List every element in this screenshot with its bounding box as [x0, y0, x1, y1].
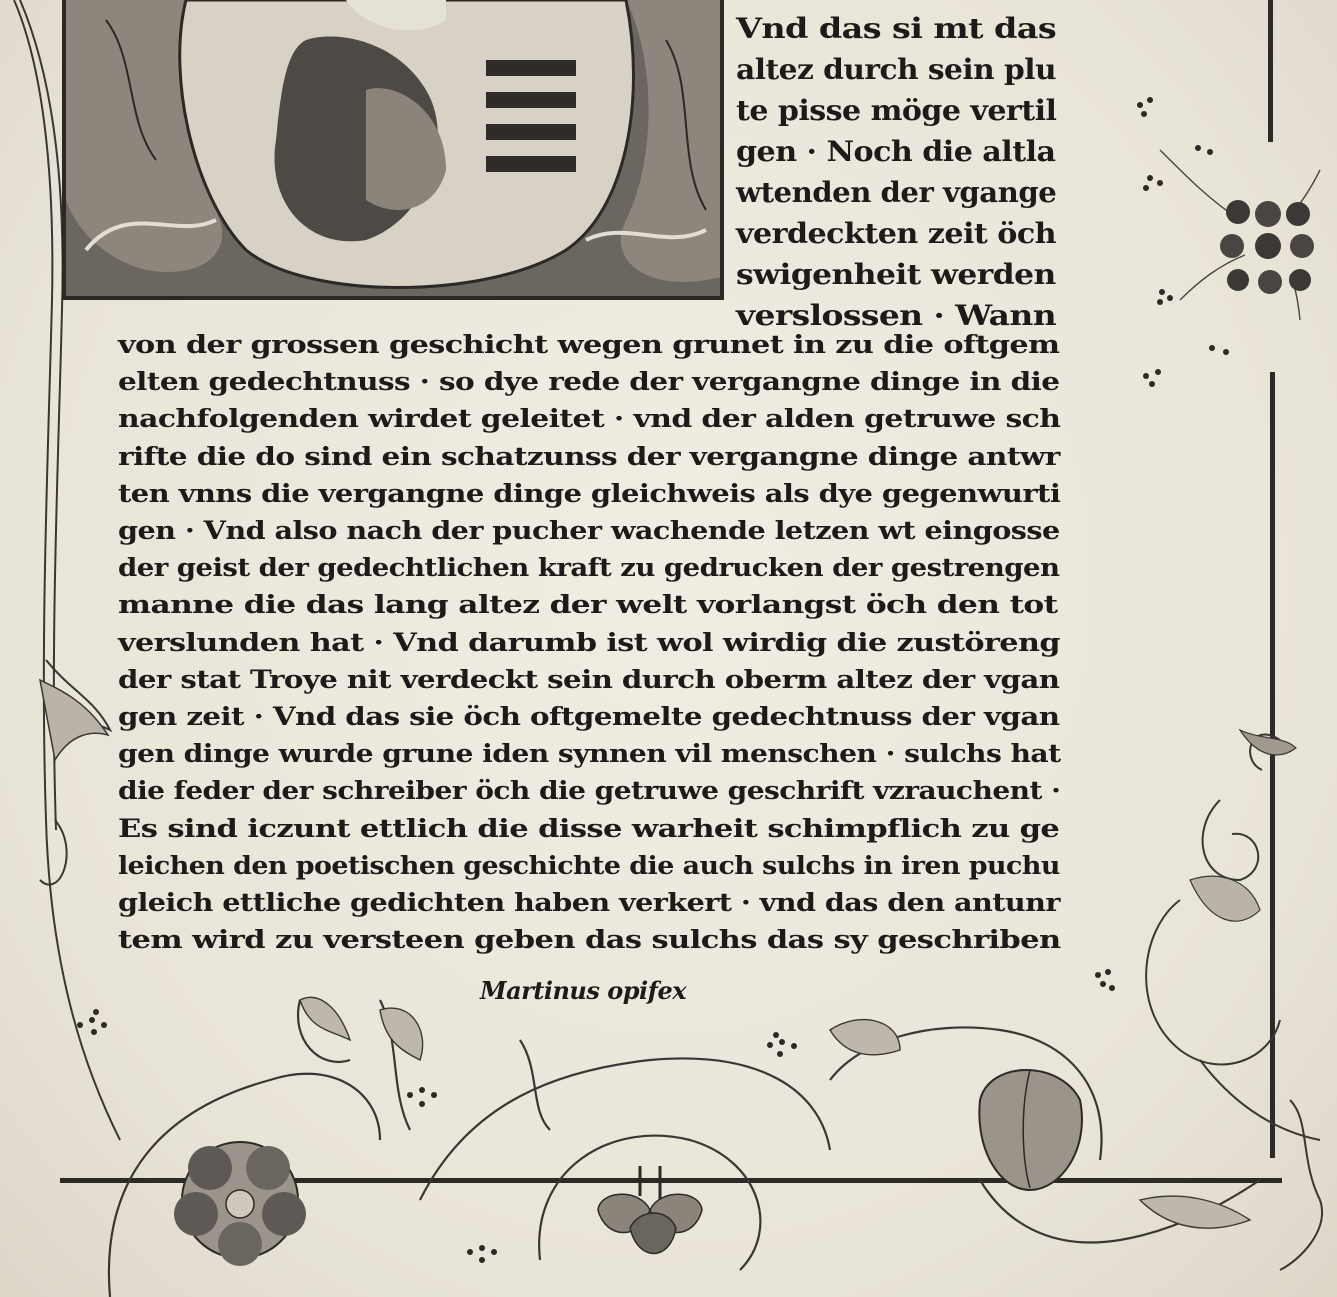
- text-line: gen · Vnd also nach der pucher wachende letzen wt eingosse: [118, 516, 1060, 545]
- text-line: verslunden hat · Vnd darumb ist wol wirdig die zustöreng: [118, 627, 1060, 657]
- text-line: der geist der gedechtlichen kraft zu gedrucken der gestrengen: [118, 553, 1060, 583]
- text-line: gleich ettliche gedichten haben verkert · vnd das den antunr: [118, 888, 1060, 917]
- text-line: der stat Troye nit verdeckt sein durch oberm altez der vgan: [118, 664, 1060, 694]
- right-border-rule-top: [1268, 0, 1273, 142]
- text-line: gen · Noch die altla: [736, 135, 1056, 168]
- text-line: swigenheit werden: [736, 258, 1056, 291]
- text-line: manne die das lang altez der welt vorlangst öch den tot: [118, 590, 1058, 620]
- text-line: rifte die do sind ein schatzunss der vergangne dinge antwr: [118, 441, 1060, 471]
- text-line: von der grossen geschicht wegen grunet in zu die oftgem: [118, 330, 1060, 359]
- right-scroll-decoration: [1146, 734, 1322, 1270]
- left-leaf-decoration: [40, 680, 108, 760]
- bottom-rosette-decoration: [174, 1142, 306, 1266]
- text-line: te pisse möge vertil: [736, 94, 1057, 127]
- bottom-leaf-decoration: [300, 997, 1250, 1228]
- text-line: verslossen · Wann: [736, 299, 1057, 332]
- text-line: gen zeit · Vnd das sie öch oftgemelte gedechtnuss der vgan: [118, 702, 1060, 731]
- text-line: gen dinge wurde grune iden synnen vil menschen · sulchs hat: [118, 739, 1061, 769]
- text-line: elten gedechtnuss · so dye rede der vergangne dinge in die: [118, 367, 1060, 397]
- manuscript-text-block: [118, 0, 1068, 970]
- right-flower-cluster: [1137, 97, 1320, 387]
- text-line: wtenden der vgange: [736, 176, 1057, 209]
- text-line: tem wird zu versteen geben das sulchs das sy geschriben: [118, 925, 1061, 955]
- text-line: altez durch sein plu: [736, 53, 1057, 86]
- text-line: verdeckten zeit öch: [736, 217, 1057, 250]
- text-line: nachfolgenden wirdet geleitet · vnd der alden getruwe sch: [118, 404, 1061, 434]
- text-line: Es sind iczunt ettlich die disse warheit schimpflich zu ge: [118, 813, 1060, 843]
- bottom-pod-decoration: [979, 1070, 1082, 1190]
- text-line: ten vnns die vergangne dinge gleichweis als dye gegenwurti: [118, 478, 1061, 508]
- text-line: die feder der schreiber öch die getruwe geschrift vzrauchent ·: [118, 776, 1061, 806]
- scribe-signature: Martinus opifex: [480, 976, 687, 1005]
- text-line: Vnd das si mt das: [736, 12, 1057, 45]
- right-dot-cluster: [1095, 969, 1115, 991]
- text-line: leichen den poetischen geschichte die auch sulchs in iren puchu: [118, 850, 1060, 880]
- bottom-scroll-decoration: [109, 1000, 1260, 1297]
- right-leaf-decoration: [1190, 876, 1260, 921]
